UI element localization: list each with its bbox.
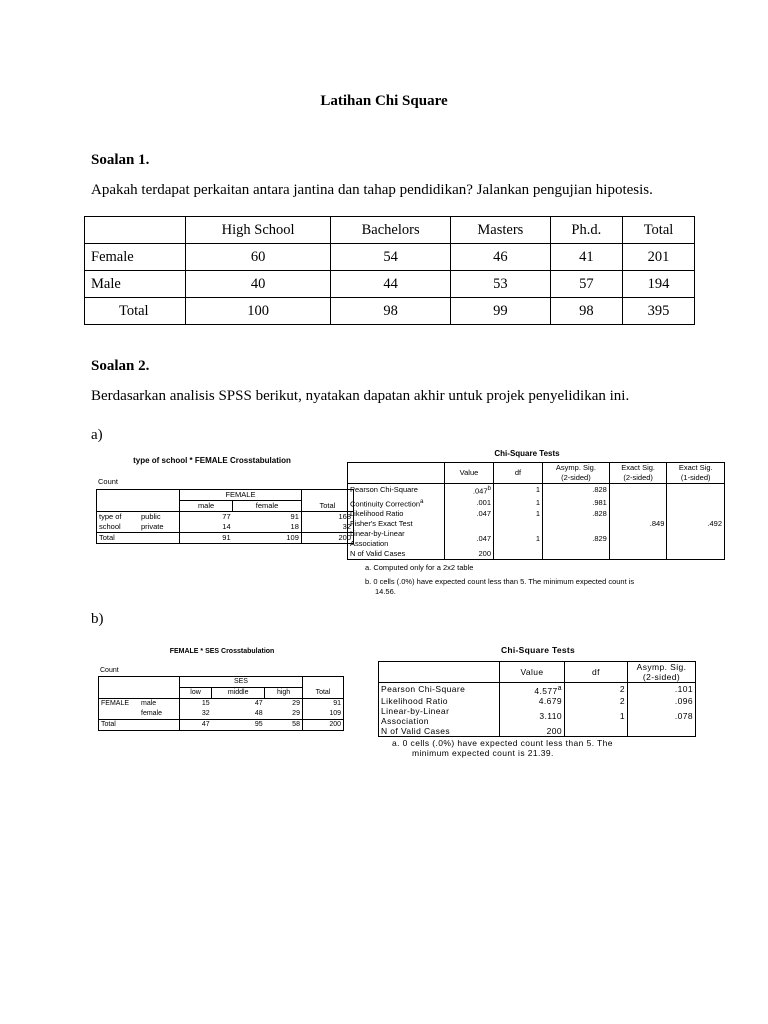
table-cell: 200 [302,720,343,731]
table-header-cell: Total [623,217,695,244]
table-cell: .828 [543,484,610,497]
table-cell: 98 [331,298,451,325]
table-cell: 2 [565,696,628,706]
col-header: (1-sided) [667,473,725,484]
table-cell: 48 [212,709,265,720]
table-cell: 32 [180,709,212,720]
table-cell: 1 [494,484,543,497]
row-var-label: FEMALE [99,699,140,710]
count-label: Count [98,477,119,486]
table-cell: 98 [550,298,622,325]
table-cell: 200 [500,726,565,737]
table-cell: .047 [445,529,494,549]
row-label: Likelihood Ratio [348,509,445,519]
table-cell: 200 [445,549,494,560]
table-cell: 47 [180,720,212,731]
col-header: df [565,662,628,683]
part-b-label: b) [91,611,104,627]
crosstab-a-title: type of school * FEMALE Crosstabulation [133,456,291,465]
footnote: 14.56. [375,587,396,596]
table-cell: 40 [186,271,331,298]
table-cell: 15 [180,699,212,710]
crosstab-b-table [98,676,344,731]
col-header: Value [445,463,494,484]
document-title: Latihan Chi Square [320,93,448,109]
part-a-label: a) [91,427,103,443]
table-header-cell: Bachelors [331,217,451,244]
contingency-table [84,216,695,325]
col-header: Asymp. Sig. [628,662,696,673]
table-row [85,271,695,298]
chisq-a-title: Chi-Square Tests [494,449,560,458]
table-cell: 1 [494,529,543,549]
group-header: FEMALE [180,490,302,501]
footnote: b. 0 cells (.0%) have expected count less than 5. The minimum expected count is [365,577,635,586]
row-label: Fisher's Exact Test [348,519,445,529]
table-header-row [85,217,695,244]
table-cell: 200 [301,533,353,544]
row-label: Total [85,298,186,325]
table-cell: .047 [472,486,488,496]
col-header: df [494,463,543,484]
table-cell: 168 [301,512,353,523]
chisq-b [378,645,698,758]
row-var-label: type of [97,512,140,523]
table-cell: 1 [565,706,628,726]
row-label: Male [85,271,186,298]
table-header-cell: High School [186,217,331,244]
table-cell: 99 [451,298,551,325]
total-label: Total [99,720,180,731]
table-cell: .981 [543,497,610,510]
table-cell: 29 [265,709,303,720]
row-label: Association [348,539,445,549]
row-var-label: school [97,522,140,533]
table-header-cell: Ph.d. [550,217,622,244]
table-cell: .096 [628,696,696,706]
question-2-text: Berdasarkan analisis SPSS berikut, nyatakan dapatan akhir untuk projek penyelidikan ini. [91,388,630,404]
row-label: female [139,709,180,720]
table-cell: 2 [565,683,628,696]
col-header: male [180,501,233,512]
table-cell: 47 [254,700,263,707]
table-cell: 194 [623,271,695,298]
table-cell: 77 [180,512,233,523]
table-header-cell: Masters [451,217,551,244]
table-cell: 4.679 [500,696,565,706]
footnote: minimum expected count is 21.39. [412,747,554,758]
col-header: Exact Sig. [609,463,667,474]
question-2-heading: Soalan 2. [91,358,150,374]
row-label: Female [85,244,186,271]
question-1-heading: Soalan 1. [91,152,150,168]
table-cell: 109 [302,709,343,720]
group-header: SES [180,677,303,688]
crosstab-b [98,648,346,731]
table-cell: .001 [445,497,494,510]
table-cell: 58 [265,720,303,731]
col-header: high [265,688,303,699]
col-header: (2-sided) [543,473,610,484]
table-cell: .078 [628,706,696,726]
table-cell: 41 [550,244,622,271]
table-cell: 57 [550,271,622,298]
table-cell: 91 [180,533,233,544]
question-1-text: Apakah terdapat perkaitan antara jantina dan tahap pendidikan? Jalankan pengujian hipotesis. [91,182,653,198]
table-cell: 60 [186,244,331,271]
table-cell: 46 [451,244,551,271]
table-cell: 54 [331,244,451,271]
table-cell: .047 [445,509,494,519]
table-cell: 1 [494,497,543,510]
table-cell: 109 [233,533,302,544]
footnote-marker: b [487,485,491,492]
chisq-b-table [378,661,696,737]
col-header: (2-sided) [628,672,696,683]
footnote-marker: a [420,497,424,505]
col-header: Value [500,662,565,683]
table-cell: 395 [623,298,695,325]
count-label: Count [100,667,119,674]
row-label: Pearson Chi-Square [348,484,445,497]
row-label: Continuity Correction [350,499,421,508]
table-cell: 3.110 [500,706,565,726]
table-cell: 14 [180,522,233,533]
row-label: Linear-by-Linear [348,529,445,539]
row-label: Association [379,716,500,726]
footnote: a. Computed only for a 2x2 table [365,563,474,572]
table-header-cell [85,217,186,244]
col-header: Total [302,688,343,699]
table-cell: 91 [302,699,343,710]
chisq-b-title: Chi-Square Tests [500,645,576,655]
table-cell: 1 [494,509,543,519]
col-header: low [180,688,212,699]
chisq-a [347,449,727,597]
table-row [85,298,695,325]
row-label: Likelihood Ratio [379,696,500,706]
table-cell: 100 [186,298,331,325]
row-label: Linear-by-Linear [379,706,500,716]
table-cell: 201 [623,244,695,271]
col-header: female [233,501,302,512]
col-header: (2-sided) [609,473,667,484]
row-label: N of Valid Cases [348,549,445,560]
row-label: Pearson Chi-Square [379,683,500,696]
crosstab-a [96,456,358,544]
table-cell: 29 [292,700,300,707]
crosstab-a-table [96,489,354,544]
table-cell: .828 [543,509,610,519]
row-label: male [141,700,157,707]
footnote-marker: a [557,684,562,692]
row-label: public [141,512,161,521]
table-cell: 4.577 [534,685,558,696]
table-cell: 91 [290,512,299,521]
table-cell: 95 [212,720,265,731]
chisq-a-table [347,462,725,560]
table-cell: 53 [451,271,551,298]
table-cell: .101 [628,683,696,696]
row-label: private [139,522,180,533]
crosstab-b-title: FEMALE * SES Crosstabulation [169,648,275,655]
col-header: Exact Sig. [667,463,725,474]
row-label: N of Valid Cases [379,726,500,737]
table-cell: .829 [543,529,610,549]
total-label: Total [97,533,180,544]
col-header: Total [301,501,353,512]
table-cell: 18 [233,522,302,533]
col-header: Asymp. Sig. [543,463,610,474]
table-cell: 32 [301,522,353,533]
table-cell: 44 [331,271,451,298]
footnote: a. 0 cells (.0%) have expected count less than 5. The [392,737,613,748]
col-header: middle [212,688,265,699]
table-cell: .849 [609,519,667,529]
table-row [85,244,695,271]
table-cell: .492 [667,519,725,529]
